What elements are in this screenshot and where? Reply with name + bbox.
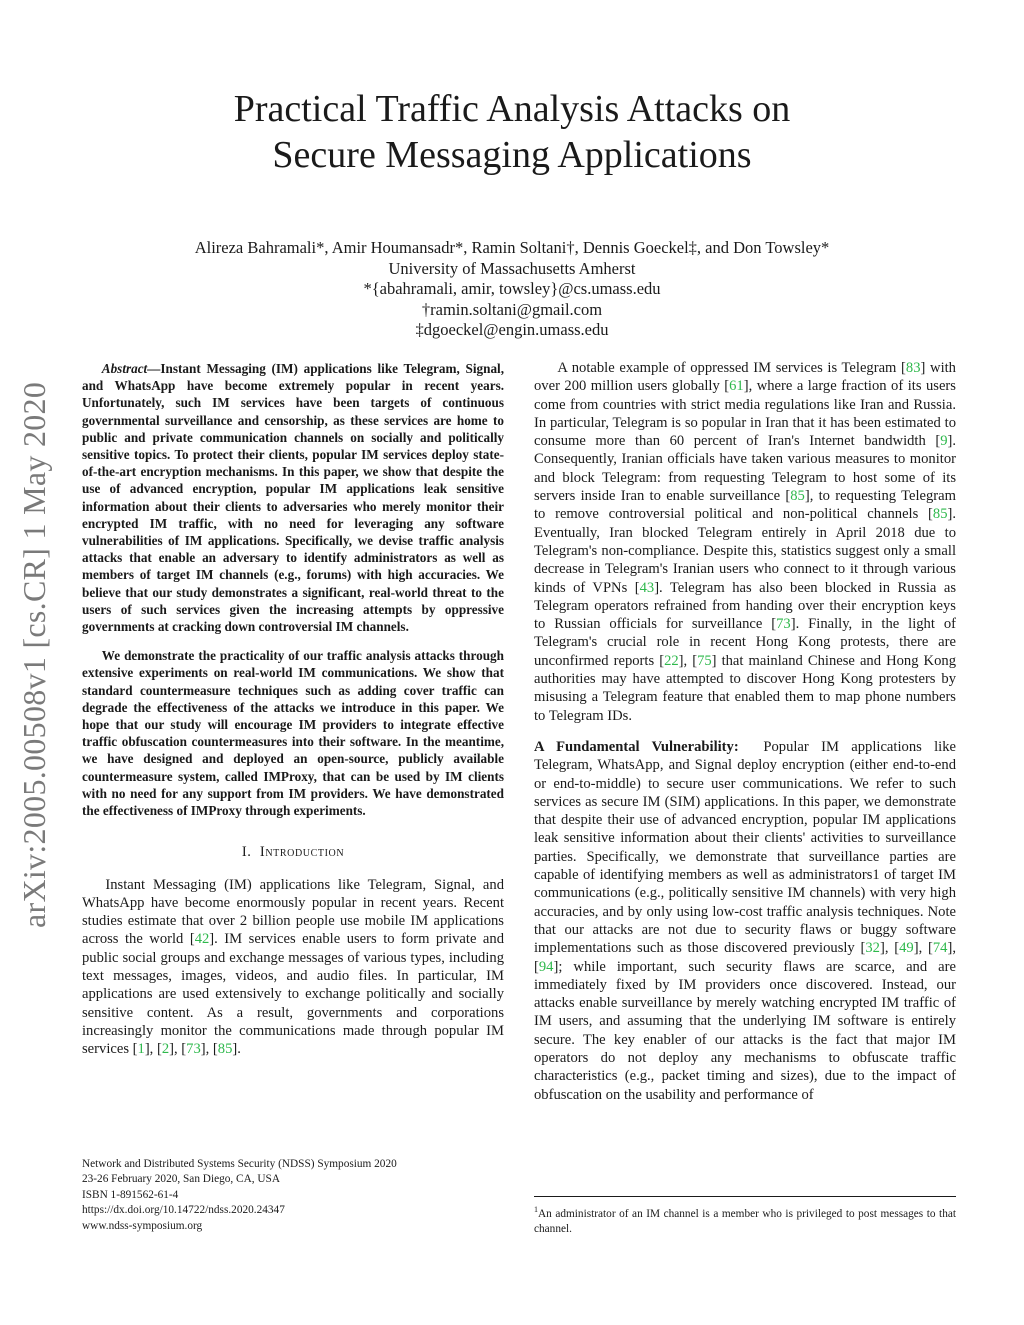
abstract-paragraph: We demonstrate the practicality of our traffic analysis attacks through extensive experiments on real-world IM communications. We show that standard countermeasure techniques such as adding cover traffic can degrade the effectiveness of the attacks we introduce in this paper. We hope that our study will encourage IM providers to integrate effective traffic obfuscation countermeasures into their software. In the meantime, we have designed and deployed an open-source, publicly available countermeasure system, called IMProxy, that can be used by IM clients with no need for any support from IM providers. We have demonstrated the effectiveness of IMProxy through experiments. [82, 648, 504, 819]
paragraph-text: Popular IM applications like Telegram, WhatsApp, and Signal deploy encryption (either end-to-end or end-to-middle) to secure user communications. We refer to such services as secure IM (SIM) applications. In this paper, we demonstrate that despite their use of advanced encryption, popular IM applications leak sensitive information about their clients' activities to surveillance parties. Specifically, we demonstrate that surveillance parties are capable of identifying members as well as administrators1 of target IM communications (e.g., politically sensitive IM channels) with very high accuracies, and by only using low-cost traffic analysis techniques. Note that our attacks are not due to security flaws or buggy software implementations such as those discovered previously [32], [49], [74], [94]; while important, such security flaws are scarce, and are immediately fixed by IM providers once discovered. Instead, our attacks enable surveillance by merely watching encrypted IM traffic of IM users, and assuming that the underlying IM software is entirely secure. The key enabler of our attacks is the fact that major IM operators do not deploy any mechanisms to obfuscate traffic characteristics (e.g., packet timing and sizes), due to the impact of obfuscation on the usability and performance of [534, 738, 957, 1103]
citation-link[interactable]: 83 [905, 360, 921, 376]
body-paragraph: A notable example of oppressed IM services is Telegram [83] with over 200 million users globally [61], where a large fraction of its users come from countries with strict media regulations like Iran and Russia. In particular, Telegram is so popular in Iran that it has been estimated to consume more than 60 percent of Iran's Internet bandwidth [9]. Consequently, Iranian officials have taken various measures to monitor and block Telegram: from requesting Telegram to host some of its servers inside Iran to enable surveillance [85], to requesting Telegram to remove controversial political and non-political channels [85]. Eventually, Iran blocked Telegram entirely in April 2018 due to Telegram's non-compliance. Despite this, statistics suggest only a small decrease in Telegram's Iranian users who connect to it through various kinds of VPNs [43]. Telegram has also been blocked in Russia as Telegram operators refrained from handing over their encryption keys to Russian officials for surveillance [73]. Finally, in the light of Telegram's crucial role in recent Hong Kong protests, there are unconfirmed reports [22], [75] that mainland Chinese and Hong Kong authorities may have attempted to discover Hong Kong protesters by misusing a Telegram feature that enabled them to map phone numbers to Telegram IDs. [534, 360, 956, 724]
section-number: I. [241, 844, 252, 861]
citation-link[interactable]: 43 [639, 579, 655, 596]
arxiv-identifier: arXiv:2005.00508v1 [cs.CR] 1 May 2020 [16, 381, 52, 928]
author-block [0, 238, 1024, 341]
conference-info [82, 1157, 397, 1234]
citation-link[interactable]: 85 [217, 1041, 233, 1058]
abstract [82, 360, 504, 819]
author-email: †ramin.soltani@gmail.com [421, 299, 603, 319]
title-line-2: Secure Messaging Applications [272, 134, 752, 176]
citation-link[interactable]: 22 [664, 652, 679, 669]
intro-paragraph: Instant Messaging (IM) applications like Telegram, Signal, and WhatsApp have become enormously popular in recent years. Recent studies estimate that over 2 billion people use mobile IM applications across the world [42]. IM services enable users to form private and public social groups and exchange messages of various types, including text messages, images, videos, and audio files. In particular, IM applications are used extensively to exchange politically and socially sensitive content. As a result, governments and corporations increasingly monitor the communications made through popular IM services [1], [2], [73], [85]. [82, 876, 504, 1058]
citation-link[interactable]: 85 [932, 506, 948, 523]
footnote-text: An administrator of an IM channel is a member who is privileged to post messages to that channel. [534, 1207, 956, 1235]
citation-link[interactable]: 42 [194, 931, 210, 948]
body-paragraph [534, 738, 956, 1104]
author-names: Alireza Bahramali*, Amir Houmansadr*, Ramin Soltani†, Dennis Goeckel‡, and Don Towsley* [194, 238, 830, 257]
left-column [82, 360, 504, 1059]
right-column [534, 359, 956, 1104]
citation-link[interactable]: 49 [899, 940, 914, 957]
affiliation: University of Massachusetts Amherst [388, 258, 636, 278]
paper-title [0, 86, 1024, 178]
citation-link[interactable]: 2 [161, 1041, 170, 1058]
citation-link[interactable]: 32 [865, 940, 880, 957]
citation-link[interactable]: 9 [940, 433, 948, 450]
citation-link[interactable]: 73 [186, 1041, 201, 1058]
author-email: *{abahramali, amir, towsley}@cs.umass.edu [363, 279, 661, 298]
doi-link[interactable]: https://dx.doi.org/10.14722/ndss.2020.24347 [82, 1204, 285, 1217]
conference-line: Network and Distributed Systems Security (NDSS) Symposium 2020 [82, 1158, 397, 1170]
paragraph-lead: A Fundamental Vulnerability: [534, 738, 739, 755]
abstract-text: Instant Messaging (IM) applications like Telegram, Signal, and WhatsApp have become extremely popular in recent years. Unfortunately, such IM services have been targets of continuous governmental surveillance and censorship, as these services are home to public and private communication channels on socially and politically sensitive topics. To protect their clients, popular IM services deploy state-of-the-art encryption mechanisms. In this paper, we show that despite the use of advanced encryption, popular IM applications leak sensitive information about their clients to adversaries who merely monitor their encrypted IM traffic, with no need for leveraging any software vulnerabilities of IM applications. Specifically, we devise traffic analysis attacks that enable an adversary to identify administrators as well as members of target IM channels (e.g., forums) with high accuracies. We believe that our study demonstrates a significant, real-world threat to the users of such services given the increasing attempts by oppressive governments at cracking down controversial IM channels. [82, 361, 504, 635]
citation-link[interactable]: 94 [538, 958, 554, 975]
website-link[interactable]: www.ndss-symposium.org [82, 1219, 203, 1232]
title-line-1: Practical Traffic Analysis Attacks on [233, 88, 791, 130]
section-heading [82, 843, 504, 861]
footnote [534, 1196, 956, 1237]
abstract-paragraph [82, 360, 504, 635]
citation-link[interactable]: 61 [729, 378, 744, 395]
footnote-mark: 1 [534, 1205, 538, 1214]
citation-link[interactable]: 85 [790, 488, 805, 505]
citation-link[interactable]: 74 [932, 940, 948, 957]
citation-link[interactable]: 75 [697, 652, 712, 669]
author-email: ‡dgoeckel@engin.umass.edu [415, 320, 609, 339]
conference-line: 23-26 February 2020, San Diego, CA, USA [82, 1173, 280, 1186]
section-title-text: Introduction [259, 844, 345, 861]
conference-line: ISBN 1-891562-61-4 [82, 1188, 179, 1201]
citation-link[interactable]: 73 [776, 616, 791, 633]
citation-link[interactable]: 1 [137, 1041, 145, 1058]
abstract-label: Abstract— [101, 361, 161, 376]
